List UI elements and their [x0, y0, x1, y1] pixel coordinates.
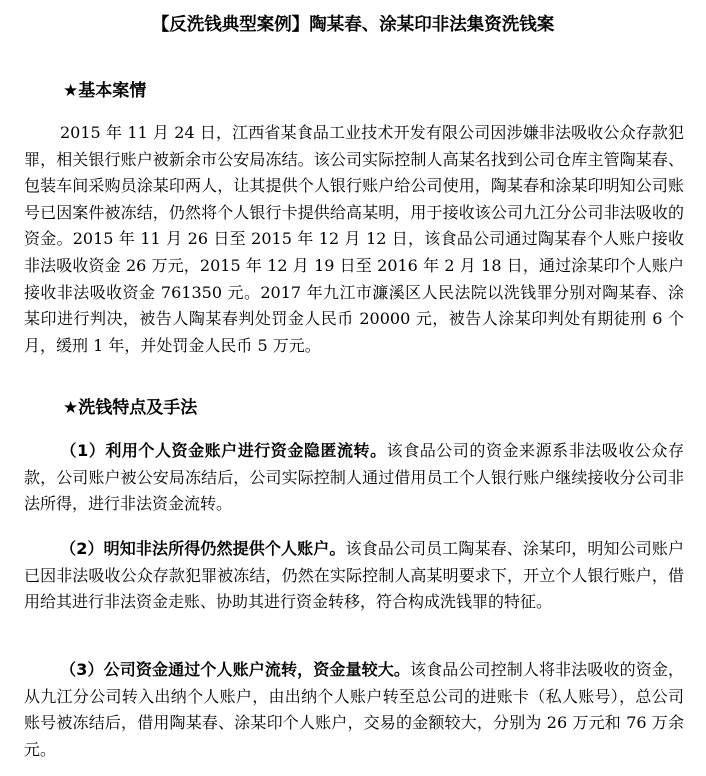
section-heading-features: ★洗钱特点及手法: [63, 398, 198, 418]
paragraph-feature-1: [24, 438, 684, 518]
paragraph-feature-2-lead: （2）明知非法所得仍然提供个人账户。: [60, 539, 346, 558]
paragraph-feature-3-lead: （3）公司资金通过个人账户流转，资金量较大。: [60, 660, 410, 679]
page-title: 【反洗钱典型案例】陶某春、涂某印非法集资洗钱案: [151, 15, 555, 35]
paragraph-feature-3: [24, 657, 684, 763]
section-heading-basic-facts: ★基本案情: [63, 81, 147, 101]
paragraph-feature-1-lead: （1）利用个人资金账户进行资金隐匿流转。: [60, 441, 387, 460]
paragraph-basic-facts-text: 2015 年 11 月 24 日，江西省某食品工业技术开发有限公司因涉嫌非法吸收公众存款犯罪，相关银行账户被新余市公安局冻结。该公司实际控制人高某名找到公司仓库主管陶某春、包装车间采购员涂某印两人，让其提供个人银行账户给公司使用，陶某春和涂某印明知公司账号已因案件被冻结，仍然将个人银行卡提供给高某明，用于接收该公司九江分公司非法吸收的资金。2015 年 11 月 26 日至 2015 年 12 月 12 日，该食品公司通过陶某春个人账户接收非法吸收资金 26 万元，2015 年 12 月 19 日至 2016 年 2 月 18 日，通过涂某印个人账户接收非法吸收资金 761350 元。2017 年九江市濂溪区人民法院以洗钱罪分别对陶某春、涂某印进行判决，被告人陶某春判处罚金人民币 20000 元，被告人涂某印判处有期徒刑 6 个月，缓刑 1 年，并处罚金人民币 5 万元。: [24, 123, 684, 355]
paragraph-feature-2-text: 该食品公司员工陶某春、涂某印，明知公司账户已因非法吸收公众存款犯罪被冻结，仍然在实际控制人高某明要求下，开立个人银行账户，借用给其进行非法资金走账、协助其进行资金转移，符合构成洗钱罪的特征。: [24, 539, 684, 612]
paragraph-basic-facts: [24, 120, 684, 359]
paragraph-feature-2: [24, 536, 684, 616]
paragraph-feature-3-text: 该食品公司控制人将非法吸收的资金，从九江分公司转入出纳个人账户，由出纳个人账户转至总公司的进账卡（私人账号），总公司账号被冻结后，借用陶某春、涂某印个人账户，交易的金额较大，分别为 26 万元和 76 万余元。: [24, 660, 684, 759]
paragraph-feature-1-text: 该食品公司的资金来源系非法吸收公众存款，公司账户被公安局冻结后，公司实际控制人通过借用员工个人银行账户继续接收分公司非法所得，进行非法资金流转。: [24, 441, 684, 514]
